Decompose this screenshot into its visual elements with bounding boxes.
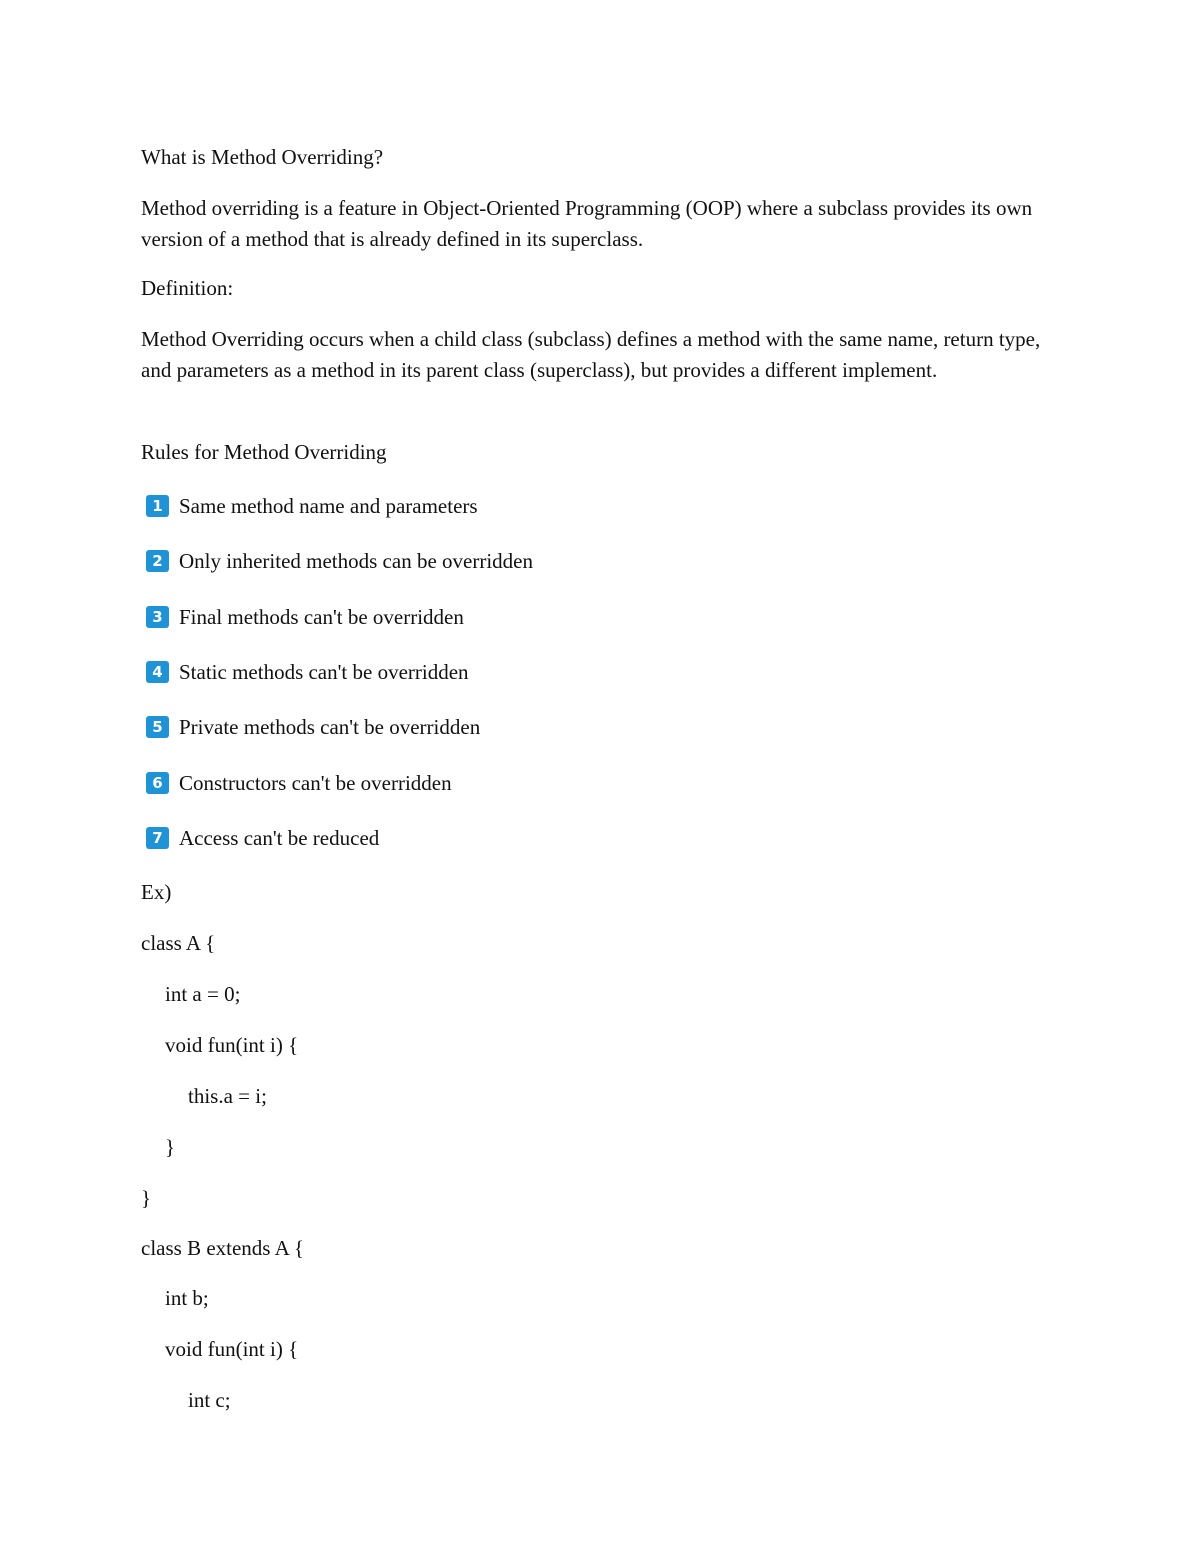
definition-label: Definition: — [141, 276, 234, 300]
rule-text: Access can't be reduced — [179, 825, 380, 850]
code-line: } — [165, 1135, 176, 1159]
code-line: void fun(int i) { — [165, 1033, 299, 1057]
number-seven-icon: 7 — [146, 827, 169, 849]
rule-item — [146, 657, 469, 687]
rule-item — [146, 602, 464, 632]
code-line: class A { — [141, 931, 216, 955]
rule-text: Same method name and parameters — [179, 493, 478, 518]
rule-text: Final methods can't be overridden — [179, 604, 464, 629]
code-line: int c; — [188, 1388, 231, 1412]
code-line: this.a = i; — [188, 1084, 267, 1108]
number-four-icon: 4 — [146, 661, 169, 683]
code-line: } — [141, 1186, 152, 1210]
rule-text: Constructors can't be overridden — [179, 770, 452, 795]
rules-heading: Rules for Method Overriding — [141, 440, 387, 464]
number-five-icon: 5 — [146, 716, 169, 738]
rule-item — [146, 768, 452, 798]
rule-text: Only inherited methods can be overridden — [179, 548, 533, 573]
code-line: int b; — [165, 1286, 209, 1310]
number-two-icon: 2 — [146, 550, 169, 572]
intro-paragraph: Method overriding is a feature in Object-Oriented Programming (OOP) where a subclass provides its own version of a method that is already defined in its superclass. — [141, 196, 1033, 251]
rule-item — [146, 712, 480, 742]
code-line: class B extends A { — [141, 1236, 304, 1260]
heading-what-is: What is Method Overriding? — [141, 145, 384, 169]
code-line: void fun(int i) { — [165, 1337, 299, 1361]
rule-text: Private methods can't be overridden — [179, 714, 481, 739]
rule-text: Static methods can't be overridden — [179, 659, 469, 684]
example-label: Ex) — [141, 880, 172, 904]
code-line: int a = 0; — [165, 982, 241, 1006]
rule-item — [146, 491, 478, 521]
number-six-icon: 6 — [146, 772, 169, 794]
rule-item — [146, 823, 379, 853]
number-one-icon: 1 — [146, 495, 169, 517]
rule-item — [146, 546, 533, 576]
number-three-icon: 3 — [146, 606, 169, 628]
definition-paragraph: Method Overriding occurs when a child class (subclass) defines a method with the same name, return type, and parameters as a method in its parent class (superclass), but provides a different implement. — [141, 327, 1041, 382]
